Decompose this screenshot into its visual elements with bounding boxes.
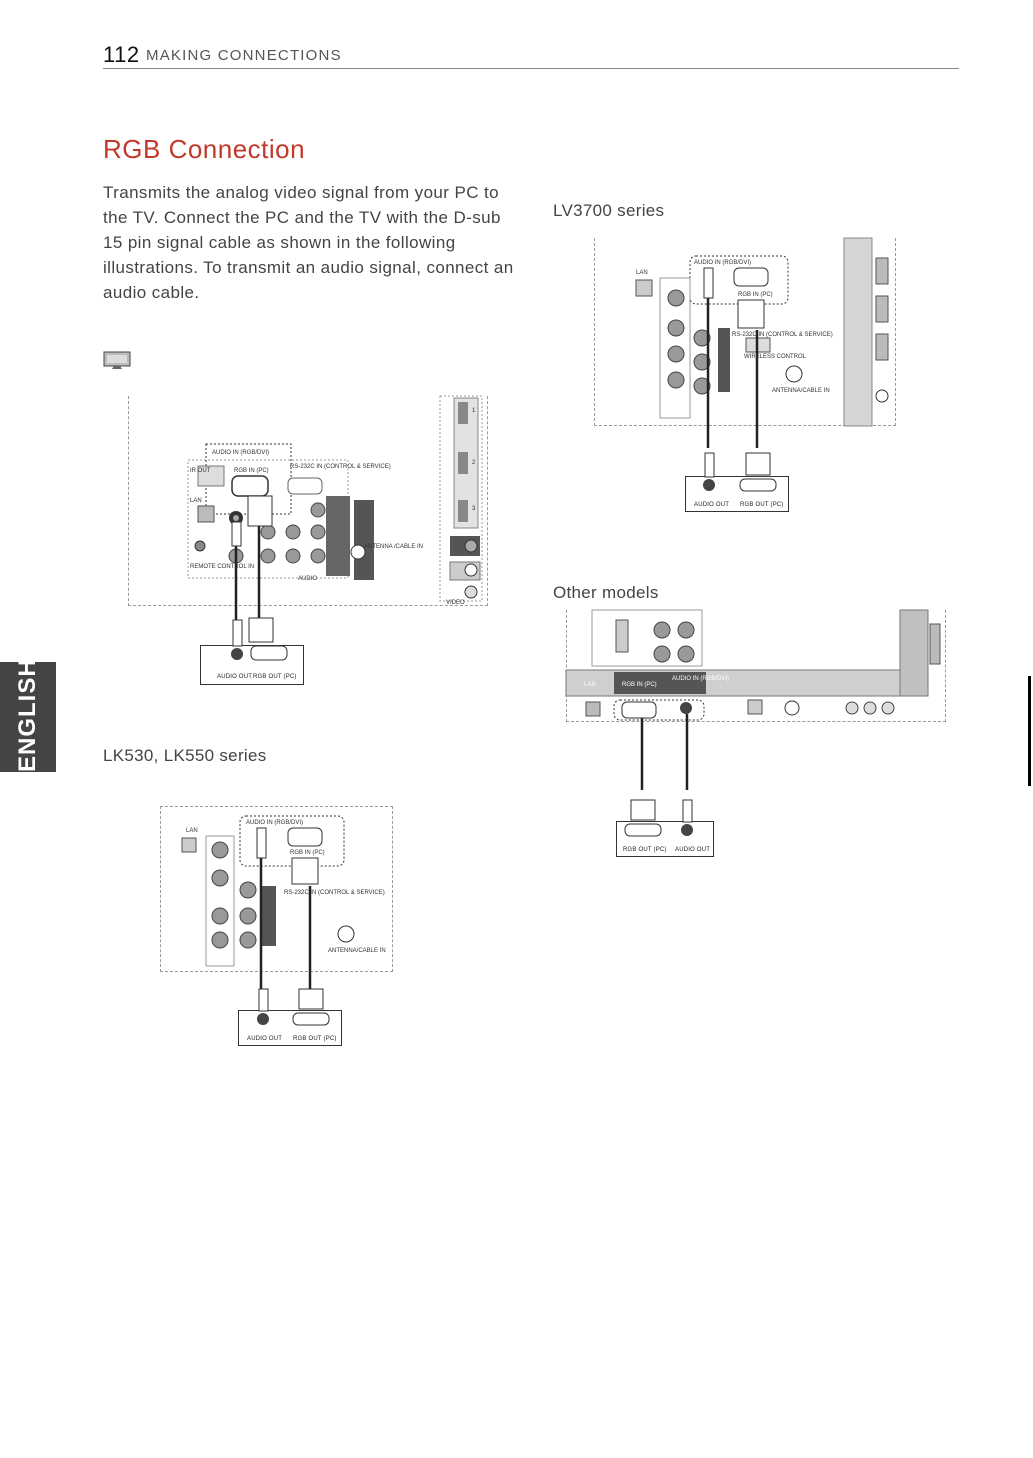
label-rgb-in: RGB IN (PC) xyxy=(234,468,269,474)
page-edge-marker xyxy=(1028,676,1031,786)
lk530-label-antenna: ANTENNA/CABLE IN xyxy=(328,948,386,954)
lk530-rgb-out-label: RGB OUT (PC) xyxy=(293,1036,337,1042)
language-tab xyxy=(0,658,56,772)
label-hdmi-3: 3 xyxy=(472,506,476,512)
label-antenna: ANTENNA /CABLE IN xyxy=(364,544,424,550)
page-number: 112 xyxy=(103,42,140,67)
main-rgb-out-label: RGB OUT (PC) xyxy=(253,674,297,680)
label-lan: LAN xyxy=(190,498,202,504)
other-pc-box xyxy=(616,821,714,857)
other-audio-out-label: AUDIO OUT xyxy=(675,847,711,853)
other-label-audio-in: AUDIO IN (RGB/DVI) xyxy=(672,676,730,682)
lk530-label-rgb-in: RGB IN (PC) xyxy=(290,850,325,856)
page-title: RGB Connection xyxy=(103,134,306,164)
lv3700-label-rgb-in: RGB IN (PC) xyxy=(738,292,773,298)
lk530-audio-out-label: AUDIO OUT xyxy=(247,1036,283,1042)
lv3700-caption: LV3700 series xyxy=(553,201,665,220)
lv3700-audio-out-label: AUDIO OUT xyxy=(694,502,730,508)
lk530-label-rs232: RS-232C IN (CONTROL & SERVICE) xyxy=(284,890,385,896)
section-title: MAKING CONNECTIONS xyxy=(146,47,342,64)
lk530-label-lan: LAN xyxy=(186,828,198,834)
label-hdmi-2: 2 xyxy=(472,460,476,466)
language-tab-label: ENGLISH xyxy=(14,658,41,772)
label-remote: REMOTE CONTROL IN xyxy=(190,564,255,570)
label-audio-in: AUDIO IN (RGB/DVI) xyxy=(212,450,270,456)
tv-model-icon xyxy=(103,350,131,372)
main-panel-labels xyxy=(128,396,488,606)
intro-paragraph: Transmits the analog video signal from your PC to the TV. Connect the PC and the TV with the D-sub 15 pin signal cable as shown in the following illustrations. To transmit an audio signal, connect an audio cable. xyxy=(103,183,514,302)
lv3700-label-audio-in: AUDIO IN (RGB/DVI) xyxy=(694,260,752,266)
label-audio: AUDIO xyxy=(298,576,318,582)
main-audio-out-label: AUDIO OUT xyxy=(217,674,253,680)
main-pc-box xyxy=(200,645,304,685)
lk530-label-audio-in: AUDIO IN (RGB/DVI) xyxy=(246,820,304,826)
lv3700-label-antenna: ANTENNA/CABLE IN xyxy=(772,388,830,394)
lk530-panel-labels xyxy=(160,806,393,972)
other-rgb-out-label: RGB OUT (PC) xyxy=(623,847,667,853)
other-caption: Other models xyxy=(553,583,659,602)
other-label-rgb-in: RGB IN (PC) xyxy=(622,682,657,688)
label-ir-out: IR OUT xyxy=(190,468,211,474)
lv3700-label-rs232: RS-232C IN (CONTROL & SERVICE) xyxy=(732,332,833,338)
lv3700-label-wireless: WIRELESS CONTROL xyxy=(744,354,807,360)
label-rs232: RS-232C IN (CONTROL & SERVICE) xyxy=(290,464,391,470)
lk530-caption: LK530, LK550 series xyxy=(103,746,267,765)
header-divider xyxy=(103,68,959,69)
label-video: VIDEO xyxy=(446,600,465,606)
lv3700-panel-labels xyxy=(594,238,896,426)
lv3700-rgb-out-label: RGB OUT (PC) xyxy=(740,502,784,508)
lk530-pc-box xyxy=(238,1010,342,1046)
other-panel-labels xyxy=(566,610,946,722)
lv3700-pc-box xyxy=(685,476,789,512)
lv3700-label-lan: LAN xyxy=(636,270,648,276)
other-label-lan: LAN xyxy=(584,682,596,688)
label-hdmi-1: 1 xyxy=(472,408,476,414)
